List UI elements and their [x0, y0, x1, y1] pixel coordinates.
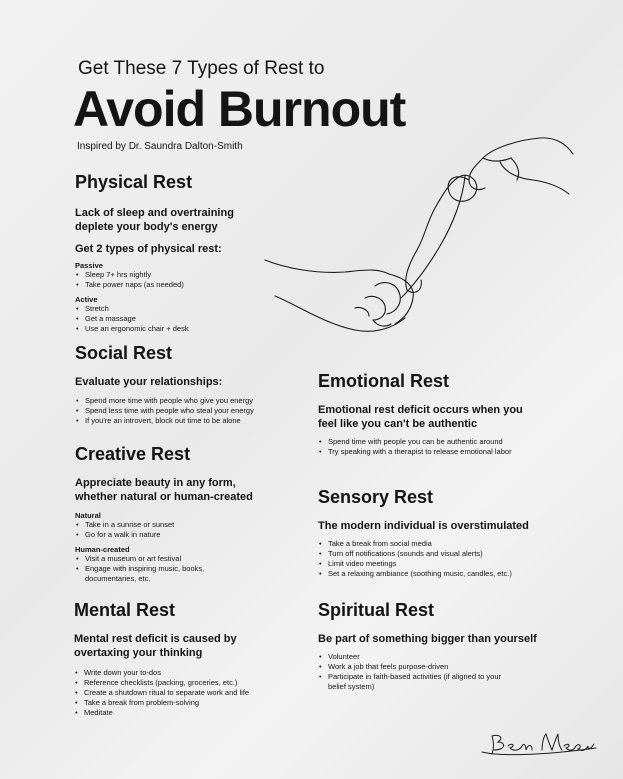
natural-label: Natural — [75, 511, 101, 520]
list-item: • Participate in faith-based activities (if aligned to your belief system) — [318, 672, 518, 692]
mental-rest-lead: Mental rest deficit is caused by overtaxing your thinking — [74, 633, 237, 659]
sensory-rest-title: Sensory Rest — [318, 487, 434, 507]
natural-list — [75, 520, 295, 540]
subtitle: Get These 7 Types of Rest to — [78, 58, 325, 79]
list-item: • Stretch — [75, 304, 275, 314]
inspired-by: Inspired by Dr. Saundra Dalton-Smith — [77, 141, 243, 152]
list-item: • Reference checklists (packing, groceries, etc.) — [74, 678, 304, 688]
list-item: • Go for a walk in nature — [75, 530, 295, 540]
list-item: • Take in a sunrise or sunset — [75, 520, 295, 530]
human-created-label: Human-created — [75, 545, 130, 554]
creative-rest-section — [75, 444, 295, 584]
list-item: • Use an ergonomic chair + desk — [75, 324, 275, 334]
mental-rest-title: Mental Rest — [74, 600, 176, 620]
physical-rest-lead: Lack of sleep and overtraining deplete your body's energy — [75, 207, 234, 233]
list-item: • Meditate — [74, 708, 304, 718]
list-item: • Spend less time with people who steal your energy — [75, 406, 305, 416]
spiritual-list — [318, 652, 518, 692]
list-item: • Take power naps (as needed) — [75, 280, 275, 290]
social-rest-title: Social Rest — [75, 343, 173, 363]
spiritual-rest-title: Spiritual Rest — [318, 600, 435, 620]
signature — [478, 730, 600, 760]
list-item: • Take a break from problem-solving — [74, 698, 304, 708]
physical-rest-section — [75, 172, 275, 334]
list-item: • Work a job that feels purpose-driven — [318, 662, 518, 672]
social-list — [75, 396, 305, 426]
emotional-rest-lead: Emotional rest deficit occurs when you feel like you can't be authentic — [318, 404, 523, 430]
list-item: • Visit a museum or art festival — [75, 554, 225, 564]
list-item: • Limit video meetings — [318, 559, 558, 569]
list-item: • Create a shutdown ritual to separate work and life — [74, 688, 304, 698]
mental-rest-section — [74, 600, 304, 718]
list-item: • Take a break from social media — [318, 539, 558, 549]
list-item: • Try speaking with a therapist to release emotional labor — [318, 447, 518, 457]
active-label: Active — [75, 295, 98, 304]
physical-rest-lead2: Get 2 types of physical rest: — [75, 243, 222, 255]
sensory-list — [318, 539, 558, 579]
creative-rest-lead: Appreciate beauty in any form, whether natural or human-created — [75, 477, 253, 503]
sensory-rest-lead: The modern individual is overstimulated — [318, 520, 529, 532]
list-item: • Spend more time with people who give you energy — [75, 396, 305, 406]
creative-rest-title: Creative Rest — [75, 444, 191, 464]
spiritual-rest-lead: Be part of something bigger than yourself — [318, 633, 537, 645]
list-item: • Set a relaxing ambiance (soothing music, candles, etc.) — [318, 569, 558, 579]
list-item: • Volunteer — [318, 652, 518, 662]
passive-list — [75, 270, 275, 290]
list-item: • Turn off notifications (sounds and visual alerts) — [318, 549, 558, 559]
human-created-list — [75, 554, 225, 584]
passive-label: Passive — [75, 261, 103, 270]
list-item: • Engage with inspiring music, books, documentaries, etc. — [75, 564, 225, 584]
spiritual-rest-section — [318, 600, 558, 692]
mental-list — [74, 668, 304, 718]
physical-rest-title: Physical Rest — [75, 172, 193, 192]
page-title: Avoid Burnout — [73, 81, 406, 137]
list-item: • If you're an introvert, block out time to be alone — [75, 416, 305, 426]
active-list — [75, 304, 275, 334]
list-item: • Get a massage — [75, 314, 275, 324]
emotional-rest-section — [318, 371, 548, 457]
social-rest-section — [75, 343, 305, 426]
emotional-list — [318, 437, 518, 457]
sensory-rest-section — [318, 487, 558, 579]
list-item: • Sleep 7+ hrs nightly — [75, 270, 275, 280]
social-rest-lead: Evaluate your relationships: — [75, 376, 223, 388]
hands-line-art-icon — [255, 128, 585, 343]
list-item: • Write down your to-dos — [74, 668, 304, 678]
list-item: • Spend time with people you can be authentic around — [318, 437, 518, 447]
emotional-rest-title: Emotional Rest — [318, 371, 450, 391]
